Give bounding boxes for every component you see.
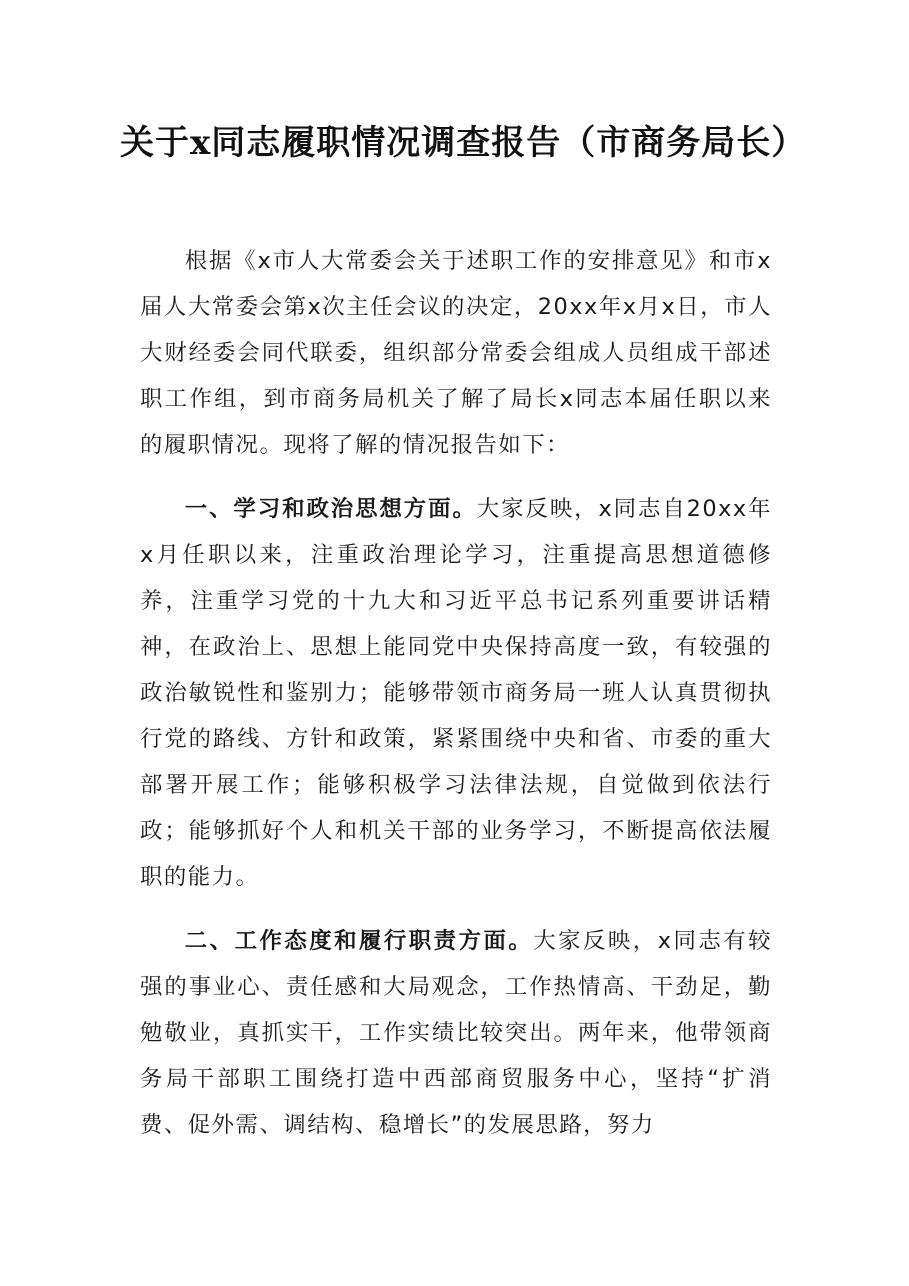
document-body [140, 238, 772, 1166]
paragraph-study-politics [140, 486, 772, 900]
paragraph-intro [140, 238, 772, 468]
paragraph-work-duties [140, 918, 772, 1148]
paragraph-text: 根据《x市人大常委会关于述职工作的安排意见》和市x届人大常委会第x次主任会议的决定，20xx年x月x日，市人大财经委会同代联委，组织部分常委会组成人员组成干部述职工作组，到市商务局机关了解了局长x同志本届任职以来的履职情况。现将了解的情况报告如下： [140, 248, 772, 458]
paragraph-heading: 二、工作态度和履行职责方面。 [184, 928, 534, 954]
paragraph-heading: 一、学习和政治思想方面。 [184, 496, 477, 522]
document-title: 关于x同志履职情况调查报告（市商务局长） [120, 123, 807, 163]
paragraph-text: 大家反映，x同志有较强的事业心、责任感和大局观念，工作热情高、干劲足，勤勉敬业，真抓实干，工作实绩比较突出。两年来，他带领商务局干部职工围绕打造中西部商贸服务中心，坚持“扩消费、促外需、调结构、稳增长”的发展思路，努力 [140, 928, 772, 1138]
paragraph-text: 大家反映，x同志自20xx年x月任职以来，注重政治理论学习，注重提高思想道德修养，注重学习党的十九大和习近平总书记系列重要讲话精神，在政治上、思想上能同党中央保持高度一致，有较强的政治敏锐性和鉴别力；能够带领市商务局一班人认真贯彻执行党的路线、方针和政策，紧紧围绕中央和省、市委的重大部署开展工作；能够积极学习法律法规，自觉做到依法行政；能够抓好个人和机关干部的业务学习，不断提高依法履职的能力。 [140, 496, 773, 890]
